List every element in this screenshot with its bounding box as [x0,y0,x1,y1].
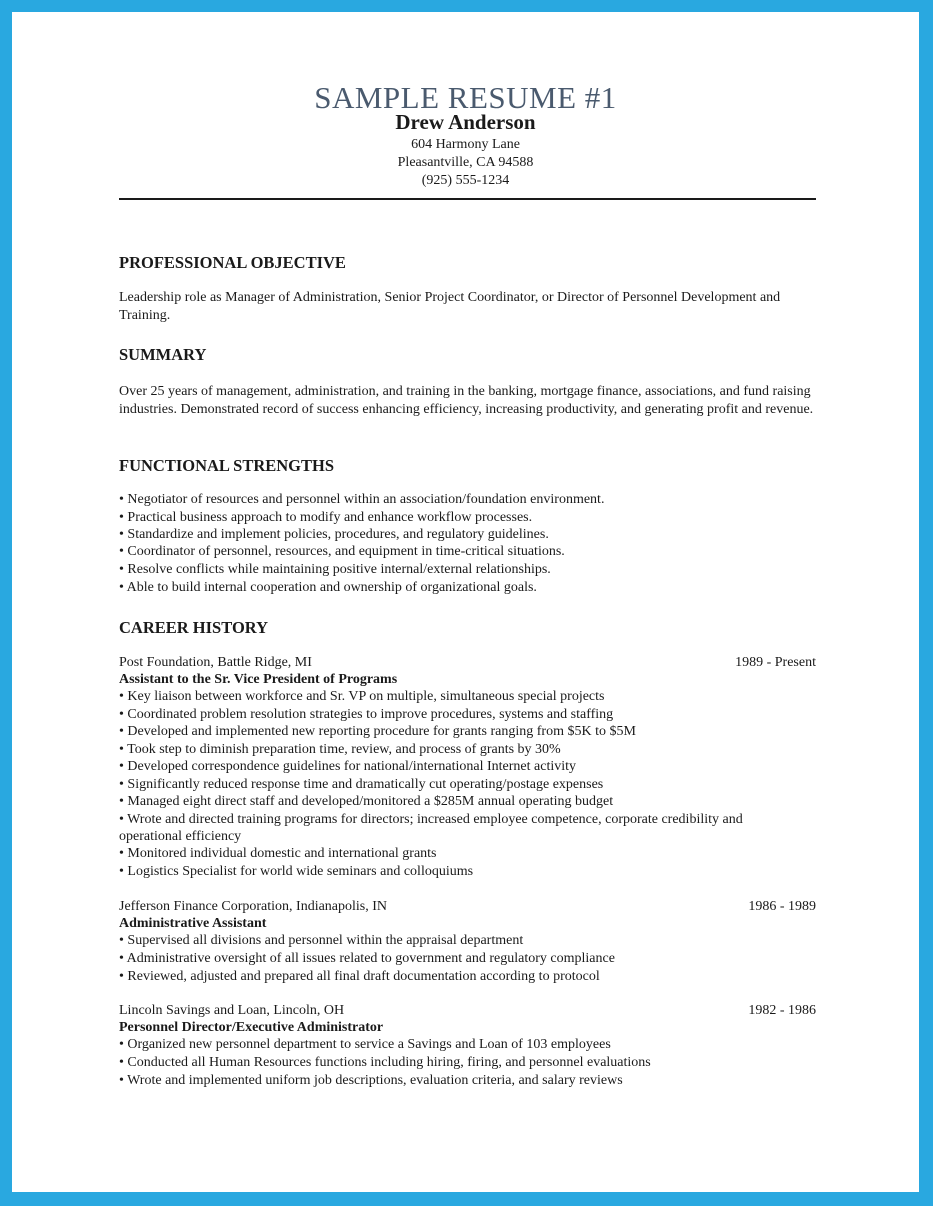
strength-item: • Standardize and implement policies, procedures, and regulatory guidelines. [119,527,549,542]
header-divider [119,198,816,200]
job-bullet: • Conducted all Human Resources functions including hiring, firing, and personnel evaluations [119,1055,651,1070]
job-bullet: • Monitored individual domestic and international grants [119,846,437,861]
phone-number: (925) 555-1234 [421,173,510,188]
candidate-name: Drew Anderson [395,110,536,134]
job-bullet: • Reviewed, adjusted and prepared all final draft documentation according to protocol [119,969,600,984]
section-heading-objective: PROFESSIONAL OBJECTIVE [119,253,346,272]
resume-page [12,12,919,1192]
job-company: Post Foundation, Battle Ridge, MI [119,655,312,670]
document-title: SAMPLE RESUME #1 [314,80,617,115]
strength-item: • Able to build internal cooperation and ownership of organizational goals. [119,580,537,595]
job-bullet: • Administrative oversight of all issues related to government and regulatory compliance [119,951,615,966]
job-dates: 1986 - 1989 [748,899,816,914]
objective-text: Leadership role as Manager of Administration, Senior Project Coordinator, or Director of Personnel Development and Training. [119,290,781,323]
strength-item: • Negotiator of resources and personnel within an association/foundation environment. [119,492,605,507]
job-company: Lincoln Savings and Loan, Lincoln, OH [119,1003,345,1018]
job-title: Personnel Director/Executive Administrator [119,1020,384,1035]
job-title: Assistant to the Sr. Vice President of Programs [119,672,398,687]
summary-text: Over 25 years of management, administration, and training in the banking, mortgage finance, associations, and fund raising industries. Demonstrated record of success enhancing efficiency, increasing productivity, and generating profit and revenue. [119,384,814,417]
job-bullet-continuation: operational efficiency [119,829,242,844]
strength-item: • Practical business approach to modify and enhance workflow processes. [119,510,533,525]
job-bullet: • Developed correspondence guidelines for national/international Internet activity [119,759,577,774]
strength-item: • Resolve conflicts while maintaining positive internal/external relationships. [119,562,551,577]
section-heading-strengths: FUNCTIONAL STRENGTHS [119,456,335,475]
strength-item: • Coordinator of personnel, resources, and equipment in time-critical situations. [119,544,565,559]
job-bullet: • Wrote and implemented uniform job descriptions, evaluation criteria, and salary reviews [119,1073,623,1088]
job-bullet: • Coordinated problem resolution strategies to improve procedures, systems and staffing [119,707,614,722]
city-state-zip: Pleasantville, CA 94588 [397,155,534,170]
section-heading-career: CAREER HISTORY [119,618,269,637]
job-bullet: • Significantly reduced response time and dramatically cut operating/postage expenses [119,777,604,792]
job-bullet: • Took step to diminish preparation time, review, and process of grants by 30% [119,742,561,757]
job-bullet: • Managed eight direct staff and developed/monitored a $285M annual operating budget [119,794,614,809]
job-company: Jefferson Finance Corporation, Indianapolis, IN [119,899,388,914]
job-bullet: • Wrote and directed training programs for directors; increased employee competence, corporate credibility and [119,812,743,827]
job-bullet: • Organized new personnel department to service a Savings and Loan of 103 employees [119,1037,611,1052]
job-title: Administrative Assistant [119,916,267,931]
job-bullet: • Developed and implemented new reporting procedure for grants ranging from $5K to $5M [119,724,636,739]
job-bullet: • Supervised all divisions and personnel within the appraisal department [119,933,524,948]
job-dates: 1982 - 1986 [748,1003,816,1018]
job-bullet: • Key liaison between workforce and Sr. VP on multiple, simultaneous special projects [119,689,605,704]
section-heading-summary: SUMMARY [119,345,207,364]
job-bullet: • Logistics Specialist for world wide seminars and colloquiums [119,864,474,879]
job-dates: 1989 - Present [735,655,816,670]
street-address: 604 Harmony Lane [411,137,520,152]
